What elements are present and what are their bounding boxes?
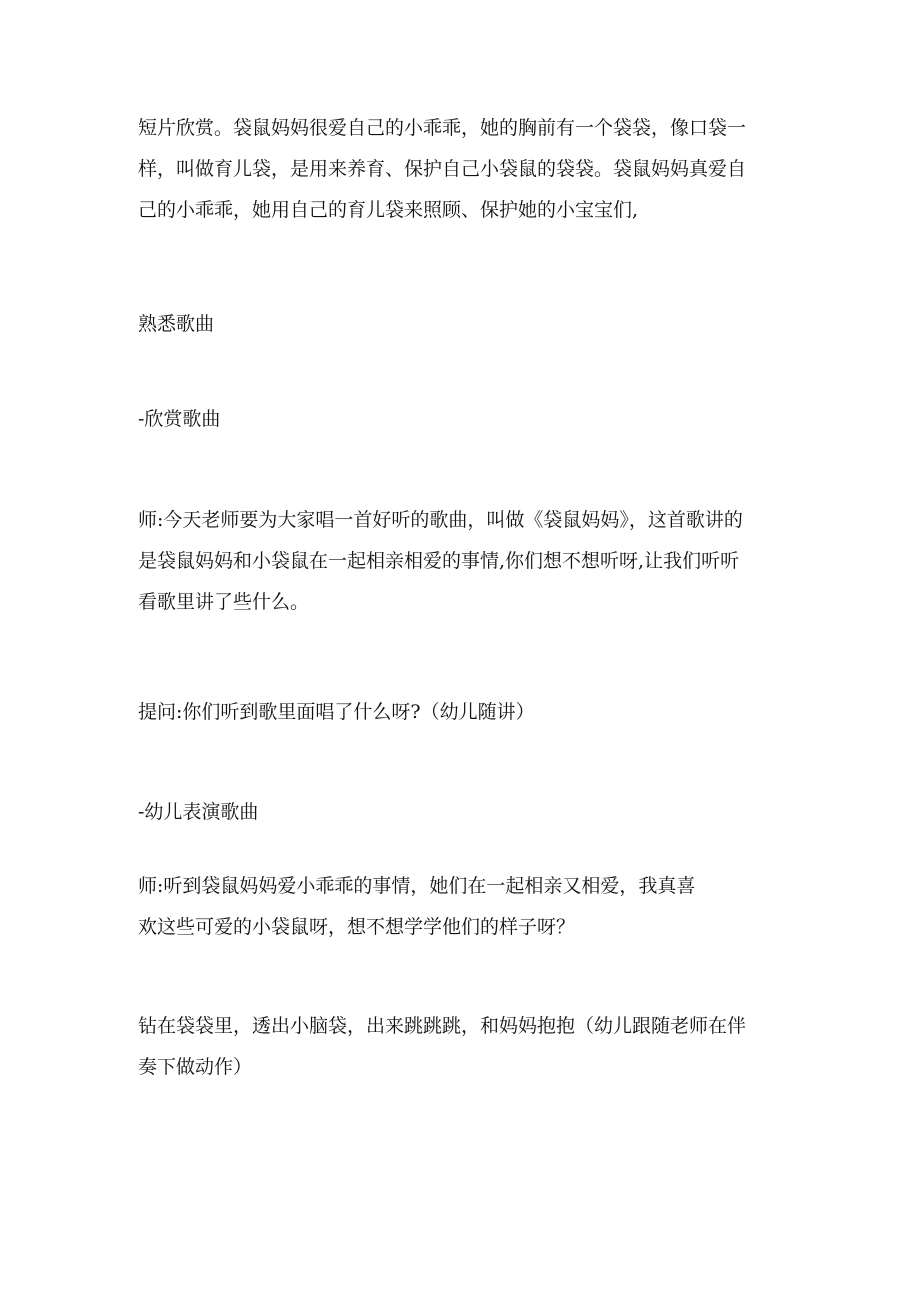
text-line: 熟悉歌曲: [138, 313, 215, 335]
text-line: 师:听到袋鼠妈妈爱小乖乖的事情，她们在一起相亲又相爱，我真喜: [138, 875, 696, 897]
text-line: 提问:你们听到歌里面唱了什么呀?（幼儿随讲）: [138, 701, 535, 723]
text-line: 样，叫做育儿袋，是用来养育、保护自己小袋鼠的袋袋。袋鼠妈妈真爱自: [138, 158, 747, 180]
text-line: 奏下做动作）: [138, 1056, 253, 1078]
text-line: -幼儿表演歌曲: [138, 801, 259, 823]
paragraph-teacher-imitate: [138, 866, 788, 948]
text-line: -欣赏歌曲: [138, 408, 221, 430]
heading-appreciate-song: [138, 399, 788, 440]
paragraph-question: [138, 692, 788, 733]
heading-children-perform: [138, 792, 788, 833]
text-line: 看歌里讲了些什么。: [138, 591, 310, 613]
heading-familiar-song: [138, 304, 788, 345]
paragraph-teacher-intro: [138, 500, 788, 623]
paragraph-actions: [138, 1006, 788, 1088]
text-line: 钻在袋袋里，透出小脑袋，出来跳跳跳，和妈妈抱抱（幼儿跟随老师在伴: [138, 1015, 747, 1037]
text-line: 短片欣赏。袋鼠妈妈很爱自己的小乖乖，她的胸前有一个袋袋，像口袋一: [138, 117, 747, 139]
text-line: 欢这些可爱的小袋鼠呀，想不想学学他们的样子呀？: [138, 916, 576, 938]
text-line: 师:今天老师要为大家唱一首好听的歌曲，叫做《袋鼠妈妈》，这首歌讲的: [138, 509, 743, 531]
text-line: 己的小乖乖，她用自己的育儿袋来照顾、保护她的小宝宝们,: [138, 199, 639, 221]
text-line: 是袋鼠妈妈和小袋鼠在一起相亲相爱的事情,你们想不想听呀,让我们听听: [138, 550, 740, 572]
paragraph-short-film: [138, 108, 788, 231]
